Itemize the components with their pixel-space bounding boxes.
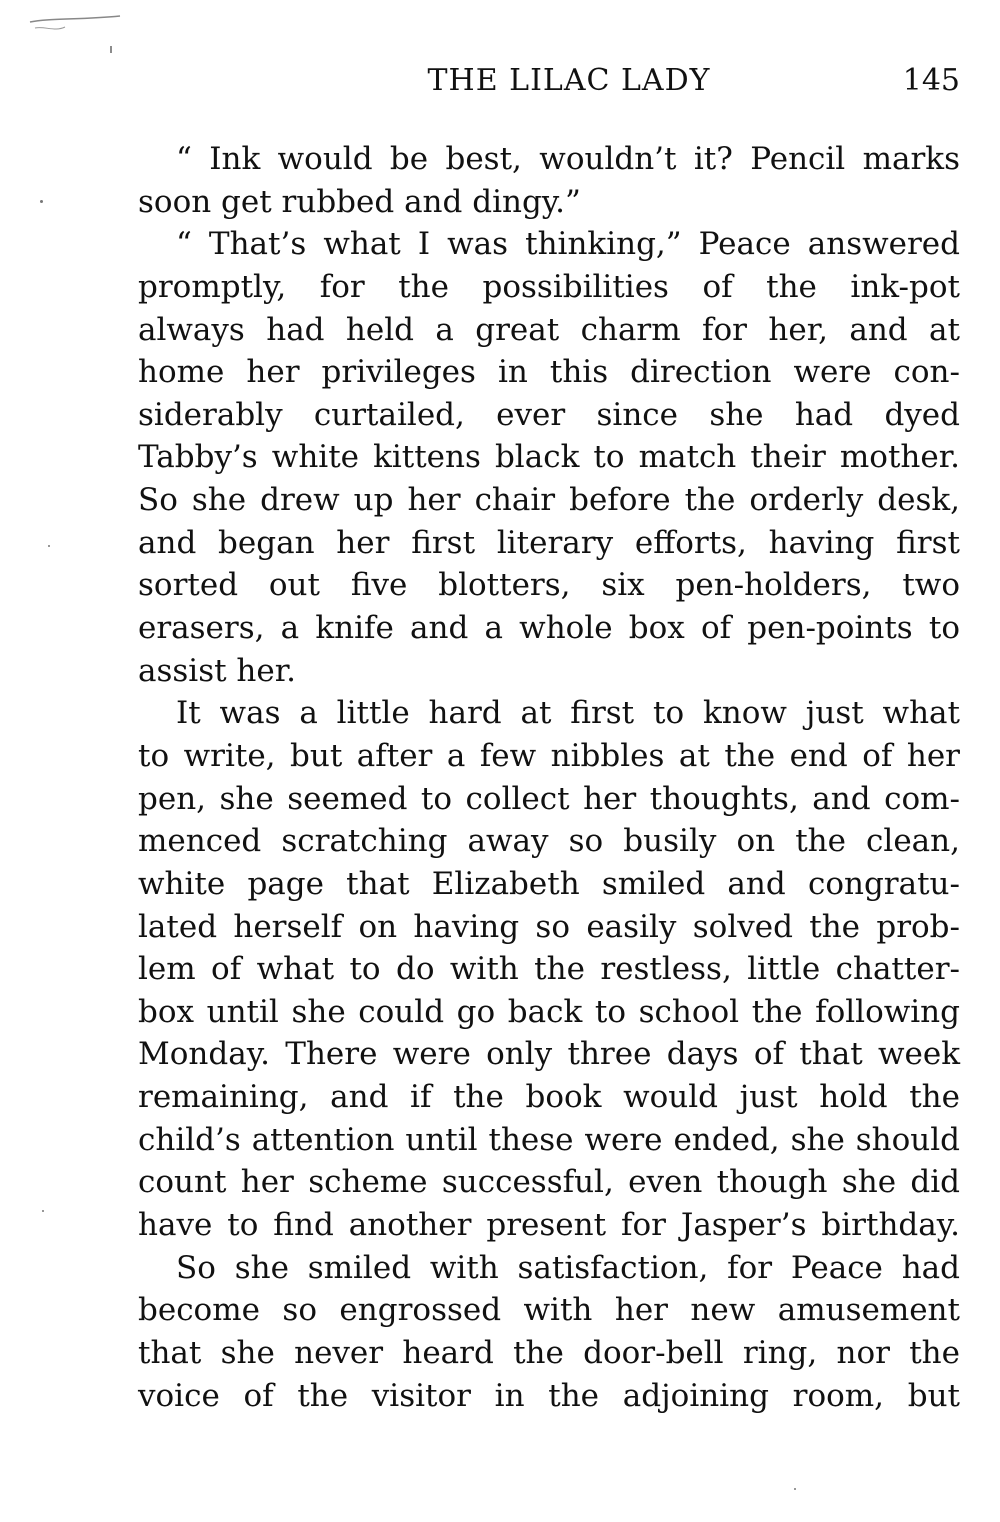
running-title: THE LILAC LADY (427, 63, 711, 98)
text-line: pen, she seemed to collect her thoughts, and com- (138, 780, 960, 817)
text-line: remaining, and if the book would just hold the (138, 1079, 960, 1116)
text-line: home her privileges in this direction were con- (138, 354, 960, 391)
text-line: child’s attention until these were ended, she should (138, 1121, 960, 1158)
text-line: erasers, a knife and a whole box of pen-points to (138, 610, 960, 647)
text-line: menced scratching away so busily on the clean, (138, 823, 960, 860)
page-corner-marks (25, 8, 135, 53)
text-line: count her scheme successful, even though she did (138, 1164, 960, 1201)
text-line: sorted out five blotters, six pen-holders, two (138, 567, 960, 604)
text-line: lem of what to do with the restless, little chatter- (138, 951, 960, 988)
text-line: voice of the visitor in the adjoining room, but (138, 1377, 960, 1414)
paper-speck (42, 1210, 44, 1212)
text-line: promptly, for the possibilities of the ink-pot (138, 268, 960, 305)
text-line: to write, but after a few nibbles at the end of her (138, 737, 960, 774)
paper-speck (48, 545, 50, 547)
page-number: 145 (902, 63, 960, 98)
text-line: “ Ink would be best, wouldn’t it? Pencil marks (176, 141, 960, 177)
text-line: have to find another present for Jasper’s birthday. (138, 1207, 960, 1244)
text-line: become so engrossed with her new amusement (138, 1292, 960, 1329)
text-line: box until she could go back to school the following (138, 993, 960, 1030)
paper-speck (794, 1488, 796, 1490)
text-line: siderably curtailed, ever since she had dyed (138, 396, 960, 433)
text-line: So she drew up her chair before the orderly desk, (138, 482, 960, 519)
text-line: assist her. (138, 652, 297, 689)
text-line: lated herself on having so easily solved the prob- (138, 908, 960, 945)
text-line: “ That’s what I was thinking,” Peace answered (176, 226, 960, 263)
text-line: white page that Elizabeth smiled and congratu- (138, 865, 960, 902)
text-line: Tabby’s white kittens black to match their mother. (138, 439, 960, 476)
text-line: It was a little hard at first to know just what (176, 695, 960, 732)
text-line: soon get rubbed and dingy.” (138, 183, 581, 220)
text-line: that she never heard the door-bell ring, nor the (138, 1334, 960, 1371)
text-line: and began her first literary efforts, having first (138, 524, 960, 561)
body-text (138, 138, 960, 1417)
running-head (138, 58, 960, 104)
text-line: So she smiled with satisfaction, for Peace had (176, 1249, 960, 1286)
text-line: always had held a great charm for her, and at (138, 311, 960, 348)
text-line: Monday. There were only three days of that week (138, 1036, 960, 1073)
paper-speck (40, 200, 43, 203)
